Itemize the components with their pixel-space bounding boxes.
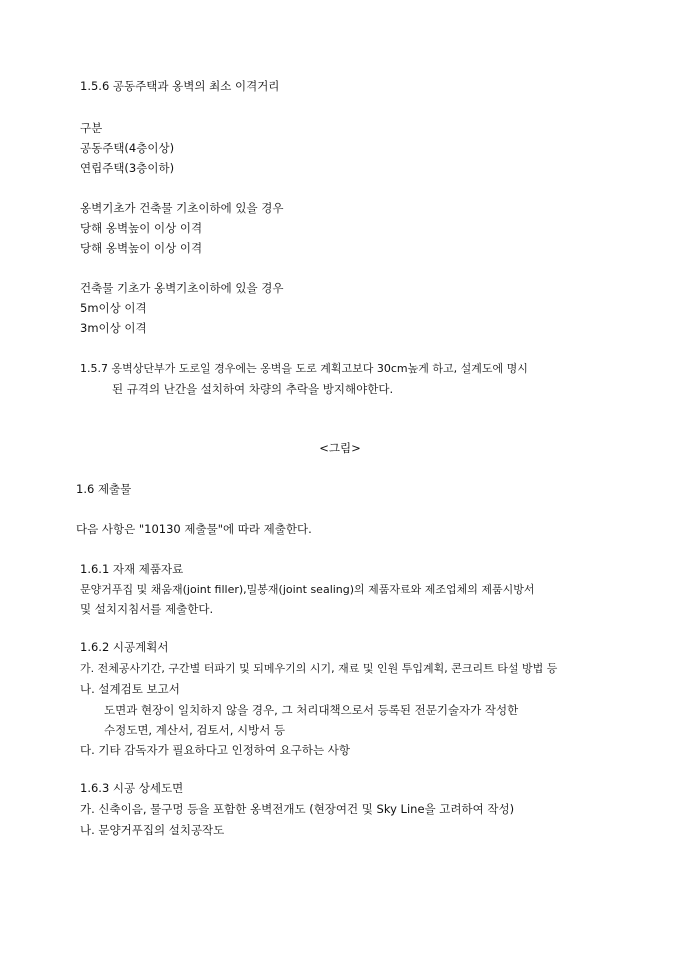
section-1-6-3-item-a: 가. 신축이음, 물구멍 등을 포함한 옹벽전개도 (현장여건 및 Sky Line을 고려하여 작성)	[80, 802, 515, 816]
table-col1-row1: 공동주택(4층이상)	[80, 141, 175, 155]
section-1-6-1-line1: 문양거푸집 및 채움재(joint filler),밀봉재(joint sealing)의 제품자료와 제조업체의 제품시방서	[80, 583, 535, 596]
table-col1-row2: 연립주택(3층이하)	[80, 161, 175, 175]
table-col2-header: 옹벽기초가 건축물 기초이하에 있을 경우	[80, 201, 284, 215]
section-1-5-7-line1: 1.5.7 옹벽상단부가 도로일 경우에는 옹벽을 도로 계획고보다 30cm높게 하고, 설계도에 명시	[80, 362, 528, 375]
table-col3-row1: 5m이상 이격	[80, 301, 147, 315]
figure-label: <그림>	[319, 441, 361, 455]
table-col3-header: 건축물 기초가 옹벽기초이하에 있을 경우	[80, 281, 284, 295]
table-col2-row1: 당해 옹벽높이 이상 이격	[80, 221, 203, 235]
section-1-5-6-title: 1.5.6 공동주택과 옹벽의 최소 이격거리	[80, 79, 280, 93]
section-1-6-2-item-b: 나. 설계검토 보고서	[80, 682, 180, 696]
section-1-6-1-title: 1.6.1 자재 제품자료	[80, 562, 184, 576]
table-col3-row2: 3m이상 이격	[80, 321, 147, 335]
section-1-6-2-item-a: 가. 전체공사기간, 구간별 터파기 및 되메우기의 시기, 재료 및 인원 투입계획, 콘크리트 타설 방법 등	[80, 662, 558, 675]
section-1-5-7-line2: 된 규격의 난간을 설치하여 차량의 추락을 방지해야한다.	[112, 382, 394, 396]
table-col2-row2: 당해 옹벽높이 이상 이격	[80, 241, 203, 255]
section-1-6-2-title: 1.6.2 시공계획서	[80, 640, 169, 654]
section-1-6-2-item-b-sub1: 도면과 현장이 일치하지 않을 경우, 그 처리대책으로서 등록된 전문기술자가 작성한	[104, 703, 519, 717]
section-1-6-2-item-b-sub2: 수정도면, 계산서, 검토서, 시방서 등	[104, 723, 286, 737]
section-1-6-intro: 다음 사항은 "10130 제출물"에 따라 제출한다.	[76, 522, 312, 536]
section-1-6-title: 1.6 제출물	[76, 482, 132, 496]
section-1-6-3-item-b: 나. 문양거푸집의 설치공작도	[80, 823, 225, 837]
table-col1-header: 구분	[80, 121, 103, 135]
section-1-6-3-title: 1.6.3 시공 상세도면	[80, 781, 184, 795]
section-1-6-1-line2: 및 설치지침서를 제출한다.	[80, 602, 214, 616]
section-1-6-2-item-c: 다. 기타 감독자가 필요하다고 인정하여 요구하는 사항	[80, 743, 350, 757]
